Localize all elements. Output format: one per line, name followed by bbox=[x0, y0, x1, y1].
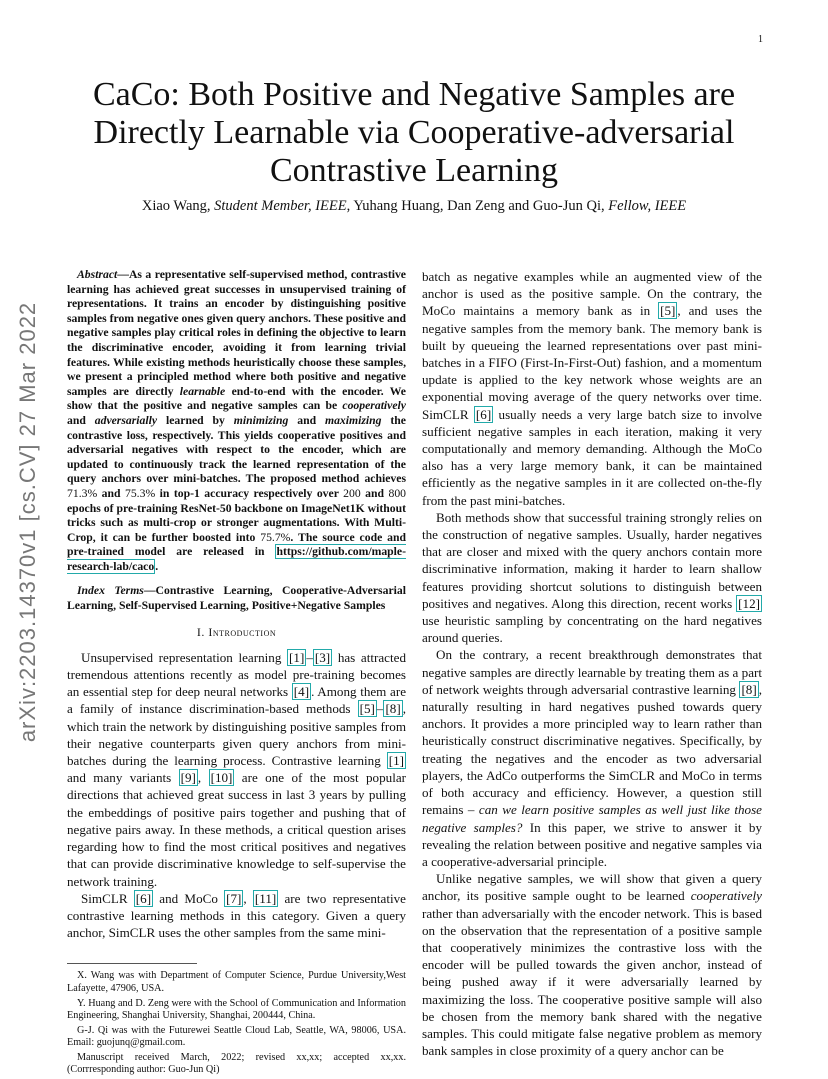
citation[interactable]: [7] bbox=[226, 890, 242, 906]
left-column bbox=[67, 268, 406, 1079]
index-terms: Index Terms—Contrastive Learning, Cooperative-Adversarial Learning, Self-Supervised Learning, Positive+Negative Samples bbox=[67, 584, 406, 613]
paper-title: CaCo: Both Positive and Negative Samples are Directly Learnable via Cooperative-adversarial Contrastive Learning bbox=[92, 76, 736, 189]
citation[interactable]: [3] bbox=[314, 649, 331, 665]
citation[interactable]: [11] bbox=[254, 890, 277, 906]
right-column bbox=[422, 268, 762, 1059]
arxiv-stamp bbox=[6, 282, 50, 762]
citation[interactable]: [8] bbox=[741, 681, 757, 697]
footnote: G-J. Qi was with the Futurewei Seattle Cloud Lab, Seattle, WA, 98006, USA. Email: guojunq@gmail.com. bbox=[67, 1024, 406, 1049]
abstract: Abstract—As a representative self-supervised method, contrastive learning has achieved great successes in unsupervised training of representations. It trains an encoder by distinguishing positive samples from negative ones given query anchors. These positive and negative samples play critical roles in defining the objective to learn the discriminative encoder, avoiding it from learning trivial features. While existing methods heuristically choose these samples, we present a principled method where both positive and negative samples are directly learnable end-to-end with the encoder. We show that the positive and negative samples can be cooperatively and adversarially learned by minimizing and maximizing the contrastive loss, respectively. This yields cooperative positives and adversarial negatives with respect to the encoder, which are updated to continuously track the learned representation of the query anchors over mini-batches. The proposed method achieves 71.3% and 75.3% in top-1 accuracy respectively over 200 and 800 epochs of pre-training ResNet-50 backbone on ImageNet1K without tricks such as multi-crop or stronger augmentations. With Multi-Crop, it can be further boosted into 75.7%. The source code and pre-trained model are released in https://github.com/maple-research-lab/caco. bbox=[67, 268, 406, 573]
footnote: X. Wang was with Department of Computer Science, Purdue University,West Lafayette, 47906, USA. bbox=[67, 970, 406, 994]
citation[interactable]: [12] bbox=[738, 595, 760, 611]
intro-paragraph-2: SimCLR [6] and MoCo [7] , [11] are two representative contrastive learning methods in this category. Given a query anchor, SimCLR uses the other samples from the same mini- bbox=[67, 890, 406, 941]
citation[interactable]: [5] bbox=[359, 701, 375, 717]
body-paragraph: Both methods show that successful training strongly relies on the construction of negative samples. Usually, harder negatives that are closer and mixed with the query anchors contain more discriminative information, making it harder to learn shallow features providing shortcut solutions to distinguish between positives and negatives. Along this direction, recent works [12] use heuristic sampling by concentrating on the hard negatives around queries. bbox=[422, 509, 762, 646]
footnote-rule bbox=[67, 963, 197, 964]
section-heading-introduction: I. Introduction bbox=[196, 624, 277, 639]
footnote: Manuscript received March, 2022; revised xx,xx; accepted xx,xx.(Corrresponding author: Guo-Jun Qi) bbox=[67, 1051, 406, 1076]
citation[interactable]: [1] bbox=[289, 649, 305, 665]
citation[interactable]: [5] bbox=[660, 303, 676, 319]
intro-paragraph-1: Unsupervised representation learning [1] – [3] has attracted tremendous attentions recently as model pre-training becomes an essential step for deep neural networks [4] . Among them are a family of instance discrimination-based methods [5] – [8] , which train the network by distinguishing positive samples from their negative counterparts given query anchors from mini-batches during the learning process. Contrastive learning [1] and many variants [9] , [10] are one of the most popular directions that achieved great success in last 3 years by pulling the embeddings of positive pairs together and pushing that of negative pairs away. In these methods, a critical question arises regarding how to find the most critical positives and negatives that can provide discriminative knowledge to self-supervise the network training. bbox=[67, 649, 407, 889]
citation[interactable]: [8] bbox=[385, 701, 401, 717]
citation[interactable]: [6] bbox=[475, 406, 492, 422]
citation[interactable]: [10] bbox=[210, 770, 233, 786]
author-line: Xiao Wang, Student Member, IEEE, Yuhang Huang, Dan Zeng and Guo-Jun Qi, Fellow, IEEE bbox=[141, 198, 687, 214]
body-paragraph: On the contrary, a recent breakthrough demonstrates that negative samples are directly learnable by treating them as a part of network weights through adversarial contrastive learning [8] , naturally resulting in hard negatives pushed towards query anchors. It provides a more principled way to learn rather than heuristically construct discriminative negatives. Specifically, by treating the negatives and the encoder as two adversarial players, the AdCo outperforms the SimCLR and MoCo in terms of both accuracy and efficiency. However, a question still remains – can we learn positive samples as well just like those negative samples? In this paper, we strive to answer it by revealing the relation between positive and negative samples via a cooperative-adversarial principle. bbox=[422, 647, 762, 869]
citation[interactable]: [6] bbox=[135, 890, 152, 906]
source-code-link[interactable]: https://github.com/maple-research-lab/caco bbox=[67, 545, 406, 573]
page-number: 1 bbox=[758, 34, 763, 45]
body-paragraph: batch as negative examples while an augmented view of the anchor is used as the positive sample. On the contrary, the MoCo maintains a memory bank as in [5] , and uses the negative samples from the memory bank. The memory bank is built by queueing the learned representations over past mini-batches in a FIFO (First-In-First-Out) fashion, and a momentum update is applied to the key network whose weights are an exponential moving average of the query networks over time. SimCLR [6] usually needs a very large batch size to involve sufficient negative samples in each iteration, making it very computationally and memory demanding. Although the MoCo also has a very large memory bank, it can be maintained efficiently as the negative samples in it are collected on-the-fly from the past mini-batches. bbox=[422, 269, 762, 508]
citation[interactable]: [9] bbox=[180, 770, 196, 786]
citation[interactable]: [1] bbox=[388, 753, 404, 769]
body-paragraph: Unlike negative samples, we will show that given a query anchor, its positive sample ought to be learned cooperatively rather than adversarially with the encoder network. This is based on the observation that the representation of a positive sample that cooperatively minimizes the contrastive loss with the encoder will be pulled towards the given anchor, instead of being pushed away if it were adversarially learned by maximizing the loss. The cooperative positive sample will also be chosen from the memory bank shared with the negative samples. This could mitigate false negative problem as memory bank samples in close proximity of a query anchor can be bbox=[422, 871, 762, 1059]
footnote: Y. Huang and D. Zeng were with the School of Communication and Information Engineering, Shanghai University, Shanghai, 200444, China. bbox=[67, 997, 406, 1022]
citation[interactable]: [4] bbox=[293, 684, 310, 700]
arxiv-stamp-text: arXiv:2203.14370v1 [cs.CV] 27 Mar 2022 bbox=[15, 301, 40, 743]
